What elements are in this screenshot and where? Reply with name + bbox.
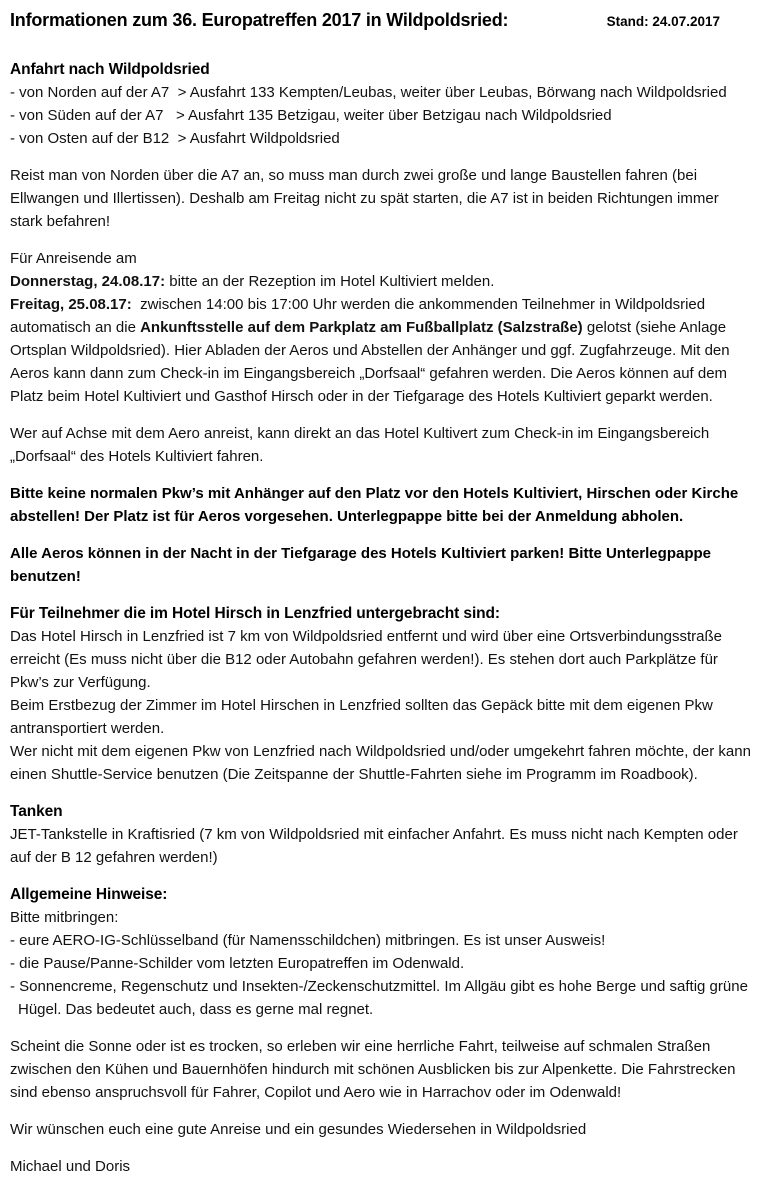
- tiefgarage-paragraph: Alle Aeros können in der Nacht in der Tiefgarage des Hotels Kultiviert parken! Bitte Unterlegpappe benutzen!: [10, 545, 711, 585]
- hirsch-paragraph-1: Das Hotel Hirsch in Lenzfried ist 7 km von Wildpoldsried entfernt und wird über eine Ortsverbindungsstraße erreicht (Es muss nicht über die B12 oder Autobahn gefahren werden!). Es stehen dort auch Parkplätze für Pkw’s zur Verfügung.: [10, 628, 722, 691]
- donnerstag-line: [10, 270, 755, 293]
- route-norden: - von Norden auf der A7 > Ausfahrt 133 Kempten/Leubas, weiter über Leubas, Börwang nach Wildpoldsried: [10, 84, 727, 101]
- stand-date: Stand: 24.07.2017: [606, 14, 720, 29]
- page-title: Informationen zum 36. Europatreffen 2017 in Wildpoldsried:: [10, 10, 509, 30]
- document-header: [10, 6, 755, 36]
- baustellen-paragraph: Reist man von Norden über die A7 an, so muss man durch zwei große und lange Baustellen fahren (bei Ellwangen und Illertissen). Deshalb am Freitag nicht zu spät starten, die A7 ist in beiden Richtungen immer stark befahren!: [10, 167, 719, 230]
- hirsch-paragraph-3: Wer nicht mit dem eigenen Pkw von Lenzfried nach Wildpoldsried und/oder umgekehrt fahren möchte, der kann einen Shuttle-Service benutzen (Die Zeitspanne der Shuttle-Fahrten siehe im Programm im Roadbook).: [10, 743, 751, 783]
- route-sueden: - von Süden auf der A7 > Ausfahrt 135 Betzigau, weiter über Betzigau nach Wildpoldsried: [10, 107, 612, 124]
- freitag-text-1: zwischen 14:00 bis 17:00 Uhr werden die ankommenden Teilnehmer in Wildpoldsried automatisch an die: [10, 296, 710, 336]
- anreise-intro: Für Anreisende am: [10, 250, 137, 267]
- freitag-label: Freitag, 25.08.17:: [10, 296, 132, 313]
- heading-tanken: Tanken: [10, 803, 63, 820]
- donnerstag-label: Donnerstag, 24.08.17:: [10, 273, 166, 290]
- route-osten: - von Osten auf der B12 > Ausfahrt Wildpoldsried: [10, 130, 340, 147]
- signatur-line: Michael und Doris: [10, 1158, 131, 1175]
- heading-anfahrt: Anfahrt nach Wildpoldsried: [10, 61, 210, 78]
- wetter-paragraph: Scheint die Sonne oder ist es trocken, so erleben wir eine herrliche Fahrt, teilweise auf schmalen Straßen zwischen den Kühen und Bauernhöfen hindurch mit schönen Ausblicken bis zur Alpenkette. Die Fahrstrecken sind ebenso anspruchsvoll für Fahrer, Copilot und Aero wie in Harrachov oder im Odenwald!: [10, 1038, 736, 1101]
- hinweis-item-schluesselband: - eure AERO-IG-Schlüsselband (für Namensschildchen) mitbringen. Es ist unser Ausweis!: [10, 932, 606, 949]
- heading-allgemeine-hinweise: Allgemeine Hinweise:: [10, 886, 168, 903]
- freitag-text-2: gelotst (siehe Anlage Ortsplan Wildpoldsried). Hier Abladen der Aeros und Abstellen der Anhänger und ggf. Zugfahrzeuge. Mit den Aeros kann dann zum Check-in im Eingangsbereich „Dorfsaal“ gefahren werden. Die Aeros können auf dem Platz beim Hotel Kultiviert und Gasthof Hirsch oder in der Tiefgarage des Hotels Kultiviert geparkt werden.: [10, 319, 733, 405]
- hinweis-item-sonnencreme: - Sonnencreme, Regenschutz und Insekten-/Zeckenschutzmittel. Im Allgäu gibt es hohe Berge und saftig grüne Hügel. Das bedeutet auch, dass es gerne mal regnet.: [10, 978, 748, 1018]
- pkw-warnung-paragraph: Bitte keine normalen Pkw’s mit Anhänger auf den Platz vor den Hotels Kultiviert, Hirschen oder Kirche abstellen! Der Platz ist für Aeros vorgesehen. Unterlegpappe bitte bei der Anmeldung abholen.: [10, 485, 739, 525]
- freitag-paragraph: [10, 293, 755, 408]
- gruss-line: Wir wünschen euch eine gute Anreise und ein gesundes Wiedersehen in Wildpoldsried: [10, 1121, 587, 1138]
- achse-paragraph: Wer auf Achse mit dem Aero anreist, kann direkt an das Hotel Kultivert zum Check-in im Eingangsbereich „Dorfsaal“ des Hotels Kultiviert fahren.: [10, 425, 710, 465]
- tanken-paragraph: JET-Tankstelle in Kraftisried (7 km von Wildpoldsried mit einfacher Anfahrt. Es muss nicht nach Kempten oder auf der B 12 gefahren werden!): [10, 826, 738, 866]
- hirsch-paragraph-2: Beim Erstbezug der Zimmer im Hotel Hirschen in Lenzfried sollten das Gepäck bitte mit dem eigenen Pkw antransportiert werden.: [10, 697, 713, 737]
- heading-hotel-hirsch: Für Teilnehmer die im Hotel Hirsch in Lenzfried untergebracht sind:: [10, 605, 500, 622]
- freitag-bold-ankunftsstelle: Ankunftsstelle auf dem Parkplatz am Fußballplatz (Salzstraße): [140, 319, 583, 336]
- hinweise-intro: Bitte mitbringen:: [10, 909, 119, 926]
- hinweis-item-schilder: - die Pause/Panne-Schilder vom letzten Europatreffen im Odenwald.: [10, 955, 465, 972]
- donnerstag-text: bitte an der Rezeption im Hotel Kultiviert melden.: [165, 273, 495, 290]
